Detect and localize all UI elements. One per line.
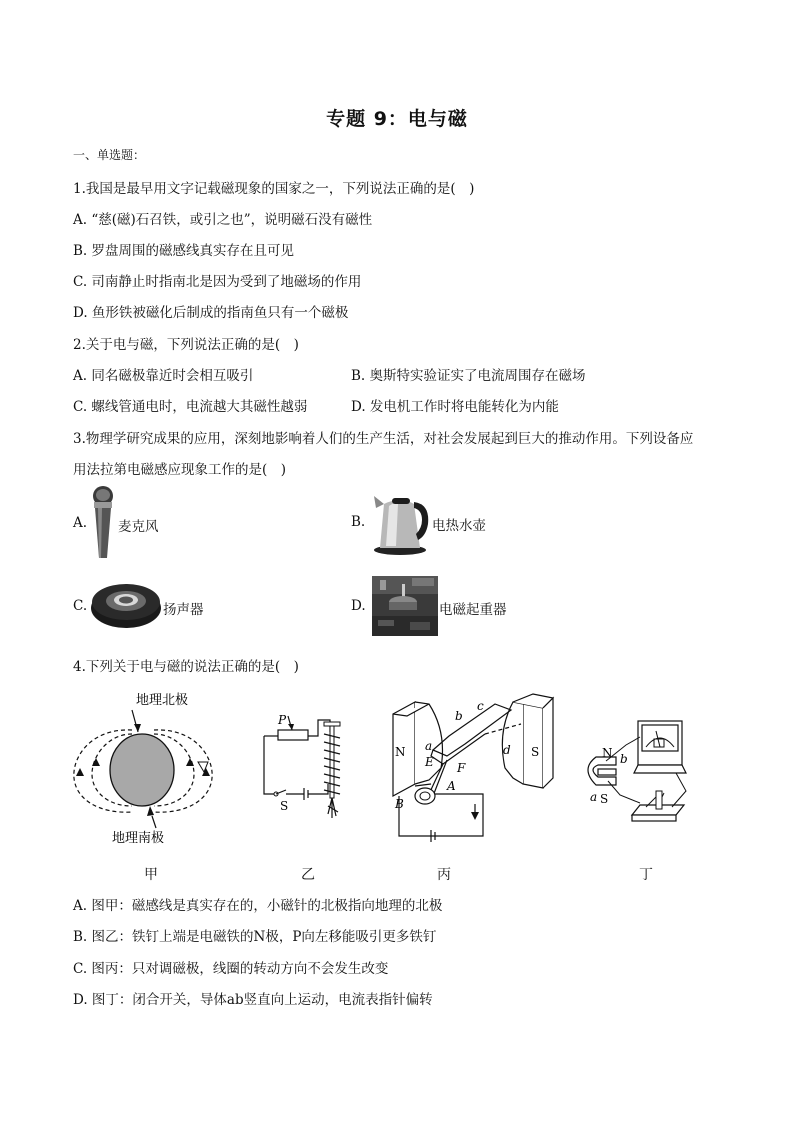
figure-ding-caption: 丁: [639, 867, 653, 883]
question-3-stem-line2: 用法拉第电磁感应现象工作的是( ): [73, 462, 287, 478]
yi-p-label: P: [278, 713, 287, 727]
ding-s-label: S: [600, 792, 609, 806]
q3-option-b-label: 电热水壶: [432, 518, 486, 534]
bing-n-label: N: [395, 745, 406, 759]
q3-option-c-letter: C.: [73, 598, 88, 614]
q4-option-c: C. 图丙：只对调磁极，线圈的转动方向不会发生改变: [73, 961, 389, 977]
q3-option-a-letter: A.: [73, 515, 88, 531]
speaker-icon: [89, 578, 163, 630]
bing-d-label: d: [503, 743, 511, 757]
electromagnetic-crane-icon: [372, 576, 438, 636]
q1-option-c: C. 司南静止时指南北是因为受到了地磁场的作用: [73, 274, 362, 290]
question-3-stem-line1: 3.物理学研究成果的应用，深刻地影响着人们的生产生活，对社会发展起到巨大的推动作用。下列设备应: [73, 431, 694, 447]
bing-e-label: E: [425, 755, 434, 769]
q1-option-d: D. 鱼形铁被磁化后制成的指南鱼只有一个磁极: [73, 305, 349, 321]
bing-B-label: B: [395, 797, 404, 811]
page-title: 专题 9：电与磁: [326, 108, 468, 130]
question-4-stem: 4.下列关于电与磁的说法正确的是( ): [73, 659, 299, 675]
q3-option-d-letter: D.: [351, 598, 366, 614]
question-2-stem: 2.关于电与磁，下列说法正确的是( ): [73, 337, 299, 353]
q4-option-d: D. 图丁：闭合开关，导体ab竖直向上运动，电流表指针偏转: [73, 992, 433, 1008]
q4-option-b: B. 图乙：铁钉上端是电磁铁的N极，P向左移能吸引更多铁钉: [73, 929, 437, 945]
jia-north-label: 地理北极: [136, 693, 189, 708]
question-1-stem: 1.我国是最早用文字记载磁现象的国家之一，下列说法正确的是( ): [73, 181, 475, 197]
bing-f-label: F: [457, 761, 466, 775]
figure-jia-earth-field: [70, 688, 220, 848]
ding-n-label: N: [602, 746, 613, 760]
bing-A-label: A: [447, 779, 456, 793]
figure-yi-electromagnet: [258, 710, 358, 830]
q3-option-b-letter: B.: [351, 514, 366, 530]
figure-jia-caption: 甲: [144, 867, 158, 883]
jia-south-label: 地理南极: [112, 831, 165, 846]
bing-b-label: b: [455, 709, 463, 723]
q3-option-d-label: 电磁起重器: [439, 602, 507, 618]
q2-option-a: A. 同名磁极靠近时会相互吸引: [73, 368, 254, 384]
q2-option-b: B. 奥斯特实验证实了电流周围存在磁场: [351, 368, 586, 384]
yi-s-label: S: [280, 799, 289, 813]
microphone-icon: [90, 486, 116, 560]
q4-option-a: A. 图甲：磁感线是真实存在的，小磁针的北极指向地理的北极: [73, 898, 443, 914]
kettle-icon: [370, 490, 432, 556]
bing-a-label: a: [425, 739, 433, 753]
ding-b-label: b: [620, 752, 628, 766]
q3-option-c-label: 扬声器: [163, 602, 204, 618]
figure-yi-caption: 乙: [301, 867, 315, 883]
q2-option-d: D. 发电机工作时将电能转化为内能: [351, 399, 559, 415]
bing-c-label: c: [477, 699, 484, 713]
bing-s-label: S: [531, 745, 540, 759]
figure-bing-motor: [385, 684, 575, 854]
figure-ding-induction: [576, 715, 696, 830]
ding-a-label: a: [590, 790, 598, 804]
figure-bing-caption: 丙: [437, 867, 451, 883]
q1-option-b: B. 罗盘周围的磁感线真实存在且可见: [73, 243, 295, 259]
section-heading: 一、单选题：: [73, 148, 146, 162]
q1-option-a: A. “慈(磁)石召铁，或引之也”，说明磁石没有磁性: [73, 212, 373, 228]
q3-option-a-label: 麦克风: [118, 519, 159, 535]
q2-option-c: C. 螺线管通电时，电流越大其磁性越弱: [73, 399, 308, 415]
